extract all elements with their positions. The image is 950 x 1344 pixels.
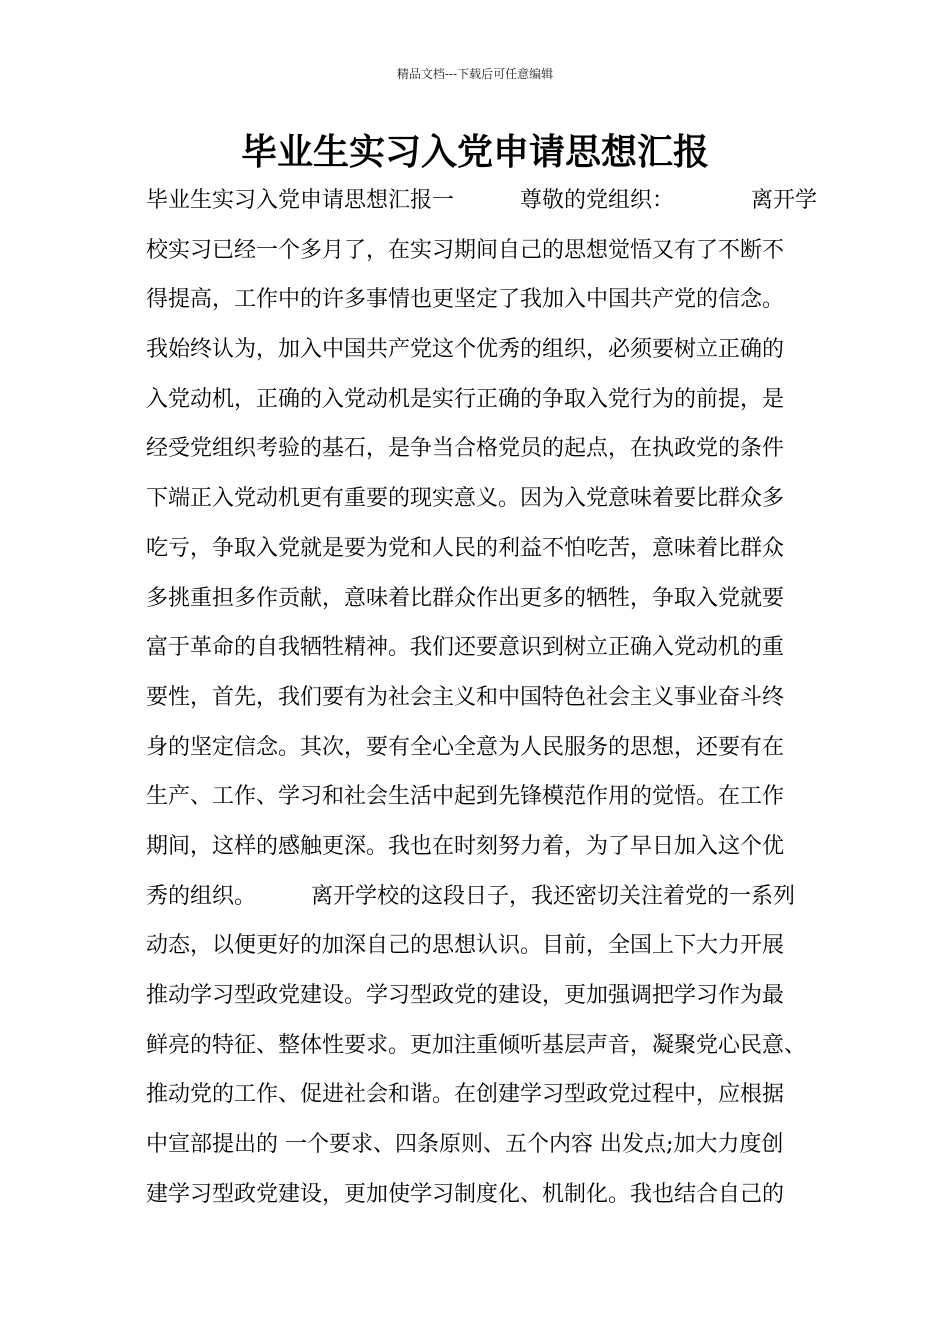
body-line: 要性，首先，我们要有为社会主义和中国特色社会主义事业奋斗终 <box>146 684 785 710</box>
header-note: 精品文档---下载后可任意编辑 <box>396 67 554 81</box>
body-line: 建学习型政党建设，更加使学习制度化、机制化。我也结合自己的 <box>146 1181 785 1207</box>
body-line: 多挑重担多作贡献，意味着比群众作出更多的牺牲，争取入党就要 <box>146 585 785 611</box>
body-line: 推动党的工作、促进社会和谐。在创建学习型政党过程中，应根据 <box>146 1082 785 1108</box>
body-line: 下端正入党动机更有重要的现实意义。因为入党意味着要比群众多 <box>146 486 785 512</box>
body-line: 我始终认为，加入中国共产党这个优秀的组织，必须要树立正确的 <box>146 337 785 363</box>
body-line: 吃亏，争取入党就是要为党和人民的利益不怕吃苦，意味着比群众 <box>146 535 785 561</box>
document-body <box>146 176 816 1219</box>
document-title: 毕业生实习入党申请思想汇报 <box>240 132 709 173</box>
body-line: 动态，以便更好的加深自己的思想认识。目前，全国上下大力开展 <box>146 933 785 959</box>
body-line: 生产、工作、学习和社会生活中起到先锋模范作用的觉悟。在工作 <box>146 784 785 810</box>
body-line: 推动学习型政党建设。学习型政党的建设，更加强调把学习作为最 <box>146 983 785 1008</box>
body-line: 经受党组织考验的基石，是争当合格党员的起点，在执政党的条件 <box>146 436 785 462</box>
body-line: 校实习已经一个多月了，在实习期间自己的思想觉悟又有了不断不 <box>146 237 785 263</box>
body-line: 鲜亮的特征、整体性要求。更加注重倾听基层声音，凝聚党心民意、 <box>146 1032 807 1058</box>
body-line: 毕业生实习入党申请思想汇报一 尊敬的党组织： 离开学 <box>146 188 818 213</box>
body-line: 秀的组织。 离开学校的这段日子，我还密切关注着党的一系列 <box>146 883 796 909</box>
body-line: 期间，这样的感触更深。我也在时刻努力着，为了早日加入这个优 <box>146 833 785 859</box>
body-line: 身的坚定信念。其次，要有全心全意为人民服务的思想，还要有在 <box>146 734 785 760</box>
body-line: 富于革命的自我牺牲精神。我们还要意识到树立正确入党动机的重 <box>146 635 785 661</box>
body-line: 入党动机，正确的入党动机是实行正确的争取入党行为的前提，是 <box>146 386 785 412</box>
body-line: 得提高，工作中的许多事情也更坚定了我加入中国共产党的信念。 <box>146 287 785 313</box>
body-line: 中宣部提出的 一个要求、四条原则、五个内容 出发点;加大力度创 <box>146 1132 784 1158</box>
